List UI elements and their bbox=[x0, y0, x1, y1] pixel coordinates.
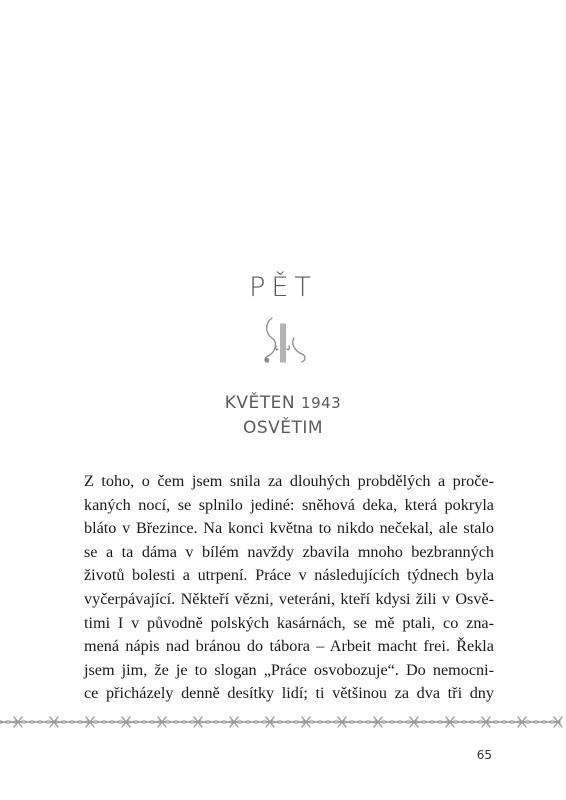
chapter-month: KVĚTEN bbox=[224, 393, 296, 413]
text-line: Z toho, o čem jsem snila za dlouhých probdělých a proče- bbox=[84, 472, 494, 490]
text-line: ce přicházely denně desítky lidí; ti většinou za dva tři dny bbox=[84, 684, 494, 703]
text-line: se a ta dáma v bílém navždy zbavila mnoho bezbranných bbox=[84, 542, 494, 561]
text-line: kaných nocí, se splnilo jediné: sněhová deka, která pokryla bbox=[84, 495, 494, 514]
chapter-number: PĚT bbox=[249, 272, 317, 303]
text-line: životů bolesti a utrpení. Práce v následujících týdnech byla bbox=[84, 566, 494, 585]
text-line: jsem jim, že je to slogan „Práce osvobozuje“. Do nemocni- bbox=[84, 660, 494, 679]
barbed-wire-icon bbox=[0, 712, 566, 732]
page-number: 65 bbox=[476, 748, 492, 762]
violin-scroll-icon bbox=[258, 316, 308, 366]
text-line: timi I v původně polských kasárnách, se mě ptali, co zna- bbox=[84, 613, 494, 632]
chapter-year: 1943 bbox=[301, 394, 342, 412]
text-line: mená nápis nad bránou do tábora – Arbeit macht frei. Řekla bbox=[84, 637, 494, 656]
text-line: vyčerpávající. Někteří vězni, veteráni, kteří kdysi žili v Osvě- bbox=[84, 589, 494, 608]
text-line: bláto v Březince. Na konci května to nikdo nečekal, ale stalo bbox=[84, 519, 494, 538]
chapter-place: OSVĚTIM bbox=[242, 418, 324, 438]
chapter-date bbox=[0, 393, 566, 413]
body-text bbox=[84, 470, 494, 706]
